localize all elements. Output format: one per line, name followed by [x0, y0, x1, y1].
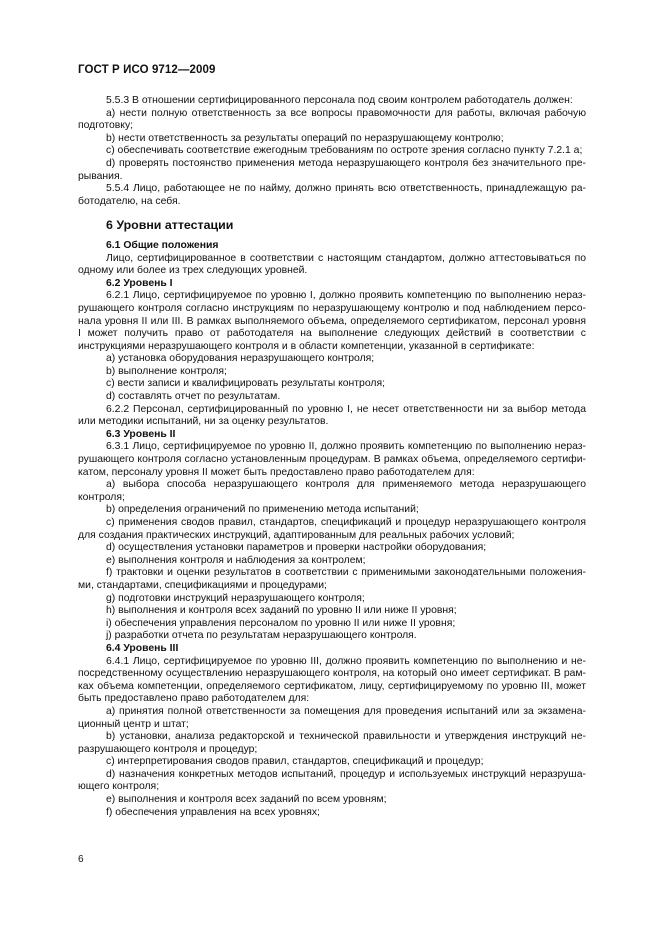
list-item: а) выбора способа неразрушающего контроля для применяемого метода неразрушающего контроля; [78, 479, 586, 503]
paragraph-6-2-1: 6.2.1 Лицо, сертифицируемое по уровню I, должно проявить компетенцию по выполнению неразрушающего контроля согласно инструкциям по неразрушающему контролю и под наблюдением персонала уровня II или III. В рамках выполняемого объема, определяемого сертификатом, персонал уровня I может получить право от работодателя на выполнение следующих действий в соответствии с инструкциями неразрушающего контроля и в области компетенции, указанной в сертификате: [78, 290, 586, 352]
list-item: b) определения ограничений по применению метода испытаний; [106, 504, 419, 516]
list-item: c) интерпретирования сводов правил, стандартов, спецификаций и процедур; [106, 756, 484, 768]
document-header: ГОСТ Р ИСО 9712—2009 [78, 64, 216, 76]
list-item: c) обеспечивать соответствие ежегодным требованиям по остроте зрения согласно пункту 7.2.1 а; [106, 145, 583, 157]
list-item: c) применения сводов правил, стандартов, спецификаций и процедур неразрушающего контроля для создания практических инструкций, адаптированным для реальных рабочих условий; [78, 517, 586, 541]
list-item: i) обеспечения управления персоналом по уровню II или ниже II уровня; [106, 617, 456, 629]
list-item: а) установка оборудования неразрушающего контроля; [106, 353, 375, 365]
list-item: b) установки, анализа редакторской и технической правильности и утверждения инструкций неразрушающего контроля и процедур; [78, 731, 586, 755]
list-item: j) разработки отчета по результатам неразрушающего контроля. [106, 630, 417, 642]
list-item: а) нести полную ответственность за все вопросы правомочности для работы, включая рабочую подготовку; [78, 107, 586, 132]
paragraph-5-5-4: 5.5.4 Лицо, работающее не по найму, должно принять всю ответственность, принадлежащую работодателю, на себя. [78, 183, 586, 207]
subsection-title: 6.3 Уровень II [106, 428, 176, 440]
section-title: 6 Уровни аттестации [106, 218, 234, 233]
list-item: е) выполнения и контроля всех заданий по всем уровням; [106, 794, 387, 806]
list-item: d) осуществления установки параметров и проверки настройки оборудования; [106, 542, 487, 554]
page-number: 6 [78, 854, 84, 865]
list-item: d) составлять отчет по результатам. [106, 391, 281, 403]
paragraph-6-4-1: 6.4.1 Лицо, сертифицируемое по уровню III, должно проявить компетенцию по выполнению и непосредственному осуществлению неразрушающего контроля, на который оно имеет сертификат. В рамках объема компетенции, определяемого сертификатом, лицу, сертифицируемому по уровню III, может быть предоставлено право работодателем для: [78, 655, 586, 705]
list-item: c) вести записи и квалифицировать результаты контроля; [106, 378, 385, 390]
subsection-title: 6.4 Уровень III [106, 642, 179, 654]
subsection-title: 6.2 Уровень I [106, 277, 173, 289]
subsection-title: 6.1 Общие положения [106, 239, 219, 251]
list-item: b) выполнение контроля; [106, 365, 227, 377]
paragraph-6-2-2: 6.2.2 Персонал, сертифицированный по уровню I, не несет ответственности ни за выбор метода или методики испытаний, ни за оценку результатов. [78, 403, 586, 428]
paragraph-6-3-1: 6.3.1 Лицо, сертифицируемое по уровню II, должно проявить компетенцию по выполнению неразрушающего контроля согласно установленным процедурам. В рамках объема, определяемого сертификатом, персоналу уровня II может быть предоставлено право работодателем для: [78, 441, 586, 478]
list-item: е) выполнения контроля и наблюдения за контролем; [106, 554, 366, 566]
list-item: f) трактовки и оценки результатов в соответствии с применимыми законодательными положениями, стандартами, спецификациями и процедурами; [78, 567, 586, 591]
paragraph: Лицо, сертифицированное в соответствии с настоящим стандартом, должно аттестовываться по одному или более из трех следующих уровней. [78, 252, 586, 277]
list-item: g) подготовки инструкций неразрушающего контроля; [106, 592, 365, 604]
list-item: h) выполнения и контроля всех заданий по уровню II или ниже II уровня; [106, 605, 457, 617]
list-item: d) назначения конкретных методов испытаний, процедур и используемых инструкций неразрушающего контроля; [78, 768, 586, 793]
list-item: а) принятия полной ответственности за помещения для проведения испытаний или за экзаменационный центр и штат; [78, 705, 586, 730]
list-item: b) нести ответственность за результаты операций по неразрушающему контролю; [106, 132, 504, 144]
document-body [78, 95, 586, 819]
paragraph-5-5-3: 5.5.3 В отношении сертифицированного персонала под своим контролем работодатель должен: [106, 95, 573, 106]
list-item: f) обеспечения управления на всех уровнях; [106, 806, 320, 818]
list-item: d) проверять постоянство применения метода неразрушающего контроля без значительного прерывания. [78, 157, 586, 182]
